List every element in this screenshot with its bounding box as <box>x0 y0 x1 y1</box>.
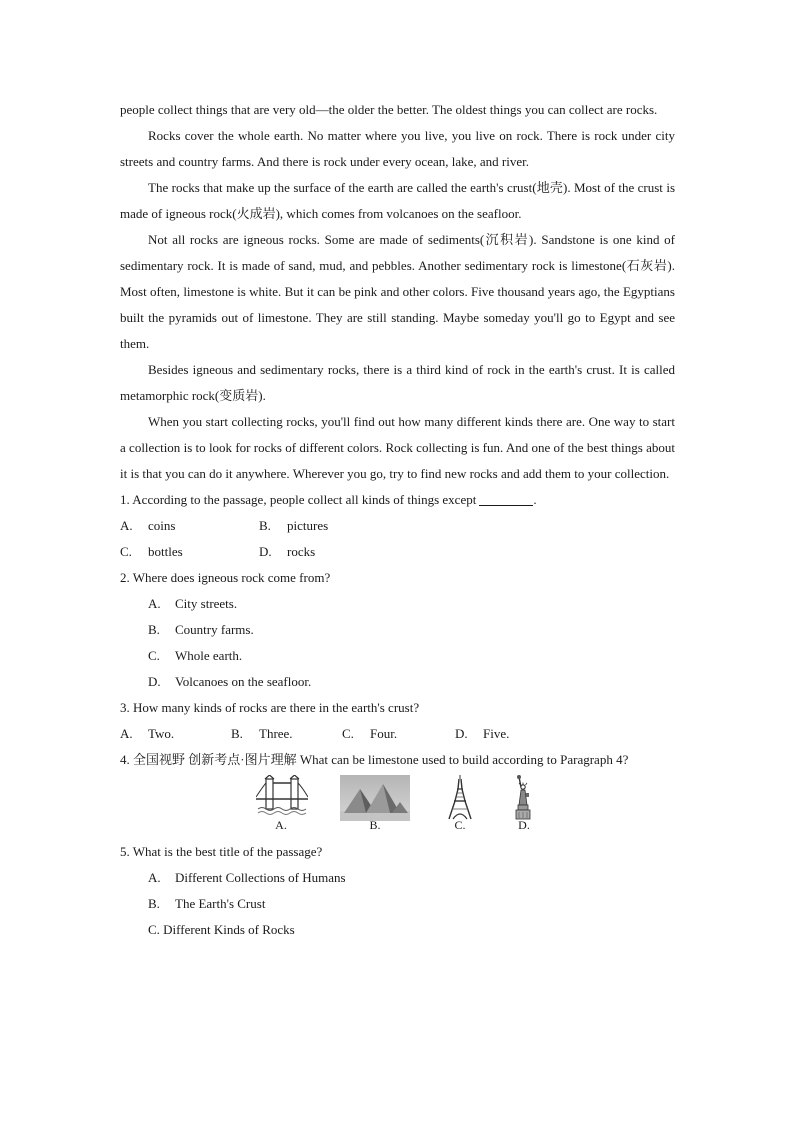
passage-paragraph: Not all rocks are igneous rocks. Some are made of sediments(沉积岩). Sandstone is one kind of sedimentary rock. It is made of sand, mud, and pebbles. Another sedimentary rock is limestone(石灰岩). Most often, limestone is white. But it can be pink and other colors. Five thousand years ago, the Egyptians built the pyramids out of limestone. They are still standing. Maybe someday you'll go to Egypt and see them. <box>120 232 675 351</box>
eiffel-tower-icon <box>445 775 475 821</box>
question-5: 5. What is the best title of the passage? <box>120 844 323 859</box>
option-c-image[interactable] <box>445 775 475 821</box>
option-a[interactable]: A. coins <box>120 518 176 533</box>
option-c[interactable]: C. Whole earth. <box>148 648 243 663</box>
option-b[interactable]: B. Three. <box>231 726 293 741</box>
image-options <box>120 773 675 839</box>
option-row <box>120 539 675 565</box>
option-c[interactable]: C. bottles <box>120 544 183 559</box>
passage-paragraph: The rocks that make up the surface of the earth are called the earth's crust(地壳). Most of the crust is made of igneous rock(火成岩), which comes from volcanoes on the seafloor. <box>120 180 675 221</box>
passage-paragraph: people collect things that are very old—the older the better. The oldest things you can collect are rocks. <box>120 102 658 117</box>
option-row <box>120 721 675 747</box>
option-d[interactable]: D. rocks <box>259 544 316 559</box>
passage-paragraph: Besides igneous and sedimentary rocks, there is a third kind of rock in the earth's crust. It is called metamorphic rock(变质岩). <box>120 362 675 403</box>
option-c[interactable]: C. Four. <box>342 726 398 741</box>
option-d[interactable]: D. Five. <box>455 726 510 741</box>
statue-of-liberty-icon <box>510 775 536 821</box>
option-b-image[interactable] <box>340 775 410 821</box>
option-c[interactable]: C. Different Kinds of Rocks <box>148 922 295 937</box>
option-a[interactable]: A. Different Collections of Humans <box>148 870 346 885</box>
image-label-b: B. <box>369 818 381 832</box>
option-a[interactable]: A. City streets. <box>148 596 238 611</box>
image-label-c: C. <box>454 818 466 832</box>
option-b[interactable]: B. pictures <box>259 518 329 533</box>
question-stem: 1. According to the passage, people collect all kinds of things except <box>120 492 477 507</box>
option-b[interactable]: B. Country farms. <box>148 622 254 637</box>
option-b[interactable]: B. The Earth's Crust <box>148 896 266 911</box>
question-end: . <box>533 492 537 507</box>
tower-bridge-icon <box>256 775 308 819</box>
answer-blank <box>479 491 533 506</box>
question-2: 2. Where does igneous rock come from? <box>120 570 331 585</box>
passage-paragraph: When you start collecting rocks, you'll find out how many different kinds there are. One way to start a collection is to look for rocks of different colors. Rock collecting is fun. And one of the best things about it is that you can do it anywhere. Wherever you go, try to find new rocks and add them to your collection. <box>120 414 675 481</box>
passage-paragraph: Rocks cover the whole earth. No matter where you live, you live on rock. There is rock under city streets and country farms. And there is rock under every ocean, lake, and river. <box>120 128 675 169</box>
question-3: 3. How many kinds of rocks are there in the earth's crust? <box>120 700 420 715</box>
option-d-image[interactable] <box>510 775 536 821</box>
question-4: 4. 全国视野 创新考点·图片理解 What can be limestone used to build according to Paragraph 4? <box>120 752 629 767</box>
option-row <box>120 513 675 539</box>
option-a[interactable]: A. Two. <box>120 726 175 741</box>
image-label-a: A. <box>275 818 287 832</box>
question-1 <box>120 487 675 513</box>
pyramids-icon <box>340 775 410 821</box>
option-a-image[interactable] <box>256 775 308 819</box>
option-d[interactable]: D. Volcanoes on the seafloor. <box>148 674 312 689</box>
document-content <box>120 97 675 943</box>
image-label-d: D. <box>518 818 530 832</box>
